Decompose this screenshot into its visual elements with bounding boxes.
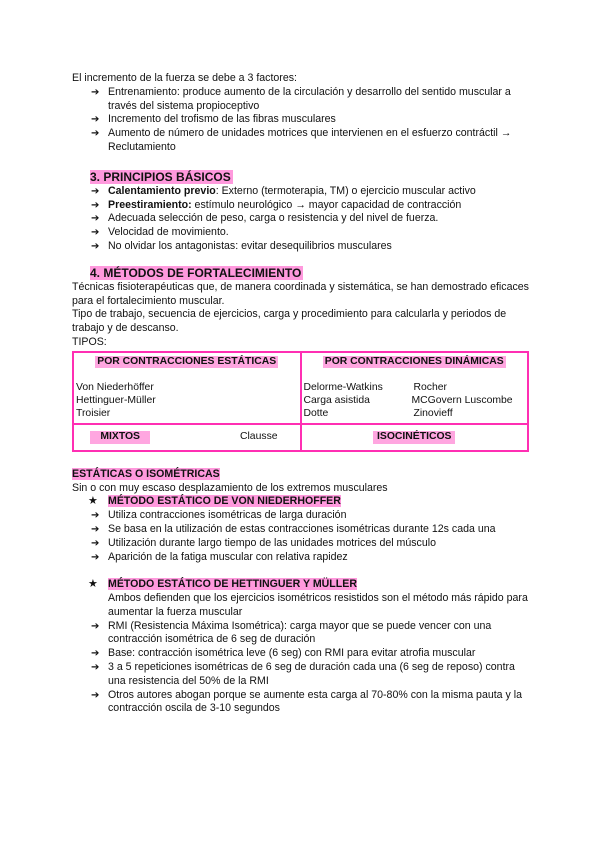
star-icon: ★ <box>88 577 98 591</box>
static-section-heading: ESTÁTICAS O ISOMÉTRICAS <box>72 467 220 480</box>
method-1-item: ➔ Se basa en la utilización de estas contracciones isométricas durante 12s cada una <box>108 523 532 537</box>
section-4-heading: 4. MÉTODOS DE FORTALECIMIENTO <box>90 265 302 280</box>
factor-item: ➔ Aumento de número de unidades motrices que intervienen en el esfuerzo contráctil → Reclutamiento <box>108 127 532 155</box>
intro-text: El incremento de la fuerza se debe a 3 factores: <box>72 72 297 84</box>
factor-list <box>72 86 532 155</box>
method-2-item: ➔ RMI (Resistencia Máxima Isométrica): carga mayor que se puede vencer con una contracción isométrica de 6 seg de duración <box>108 620 532 648</box>
section-3-heading: 3. PRINCIPIOS BÁSICOS <box>90 169 231 184</box>
method-2-item: ➔ Base: contracción isométrica leve (6 seg) con RMI para evitar atrofia muscular <box>108 647 532 661</box>
principle-item: ➔ Calentamiento previo: Externo (termoterapia, TM) o ejercicio muscular activo <box>108 185 532 199</box>
method-2-intro: Ambos defienden que los ejercicios isométricos resistidos son el método más rápido para aumentar la fuerza muscular <box>108 592 528 618</box>
dynamic-item: Delorme-Watkins <box>303 382 383 394</box>
method-2-item: ➔ 3 a 5 repeticiones isométricas de 6 seg de duración cada una (6 seg de reposo) contra una resistencia del 50% de la RMI <box>108 661 532 689</box>
method-2-item: ➔ Otros autores abogan porque se aumente esta carga al 70-80% con la misma pauta y la contracción oscila de 3-10 segundos <box>108 689 532 717</box>
dynamic-header: POR CONTRACCIONES DINÁMICAS <box>324 355 504 367</box>
factor-item: ➔ Incremento del trofismo de las fibras musculares <box>108 113 532 127</box>
principle-item: ➔ Velocidad de movimiento. <box>108 226 532 240</box>
method-1-heading: ★ MÉTODO ESTÁTICO DE VON NIEDERHOFFER <box>88 494 341 508</box>
mixed-label: MIXTOS <box>90 431 150 444</box>
principle-item: ➔ Preestiramiento: estímulo neurológico → mayor capacidad de contracción <box>108 199 532 213</box>
static-item: Hettinguer-Müller <box>76 394 156 406</box>
static-item: Von Niederhöffer <box>76 382 154 394</box>
dynamic-item: MCGovern Luscombe <box>411 394 513 406</box>
dynamic-cell <box>301 352 529 424</box>
dynamic-item: Rocher <box>413 382 447 394</box>
isokinetic-label: ISOCINÉTICOS <box>373 431 455 444</box>
method-1-list <box>72 509 532 564</box>
types-table <box>72 351 529 452</box>
static-cell <box>73 352 301 424</box>
star-icon: ★ <box>88 494 98 508</box>
static-item: Troisier <box>76 407 111 419</box>
tipos-label: TIPOS: <box>72 335 107 348</box>
principle-item: ➔ Adecuada selección de peso, carga o resistencia y del nivel de fuerza. <box>108 212 532 226</box>
method-2-heading: ★ MÉTODO ESTÁTICO DE HETTINGUER Y MÜLLER <box>88 577 357 591</box>
principle-item: ➔ No olvidar los antagonistas: evitar desequilibrios musculares <box>108 240 532 254</box>
mixed-value: Clausse <box>240 431 278 443</box>
dynamic-item: Zinovieff <box>413 407 453 419</box>
static-header: POR CONTRACCIONES ESTÁTICAS <box>97 355 277 367</box>
section-4-paragraph-1: Técnicas fisioterapéuticas que, de manera coordinada y sistemática, se han demostrado eficaces para el fortalecimiento muscular. <box>72 280 529 307</box>
method-1-item: ➔ Utilización durante largo tiempo de las unidades motrices del músculo <box>108 537 532 551</box>
mixed-cell <box>73 424 301 451</box>
document-page <box>72 72 532 716</box>
section-4-paragraph-2: Tipo de trabajo, secuencia de ejercicios, carga y procedimiento para calcularla y periodos de trabajo y de descanso. <box>72 308 507 335</box>
isokinetic-cell <box>301 424 529 451</box>
method-1-item: ➔ Utiliza contracciones isométricas de larga duración <box>108 509 532 523</box>
static-section-description: Sin o con muy escaso desplazamiento de los extremos musculares <box>72 481 388 494</box>
method-2-list <box>72 620 532 717</box>
dynamic-item: Dotte <box>303 407 329 419</box>
method-1-item: ➔ Aparición de la fatiga muscular con relativa rapidez <box>108 551 532 565</box>
dynamic-item: Carga asistida <box>303 394 370 406</box>
principles-list <box>72 185 532 254</box>
factor-item: ➔ Entrenamiento: produce aumento de la circulación y desarrollo del sentido muscular a través del sistema propioceptivo <box>108 86 532 114</box>
